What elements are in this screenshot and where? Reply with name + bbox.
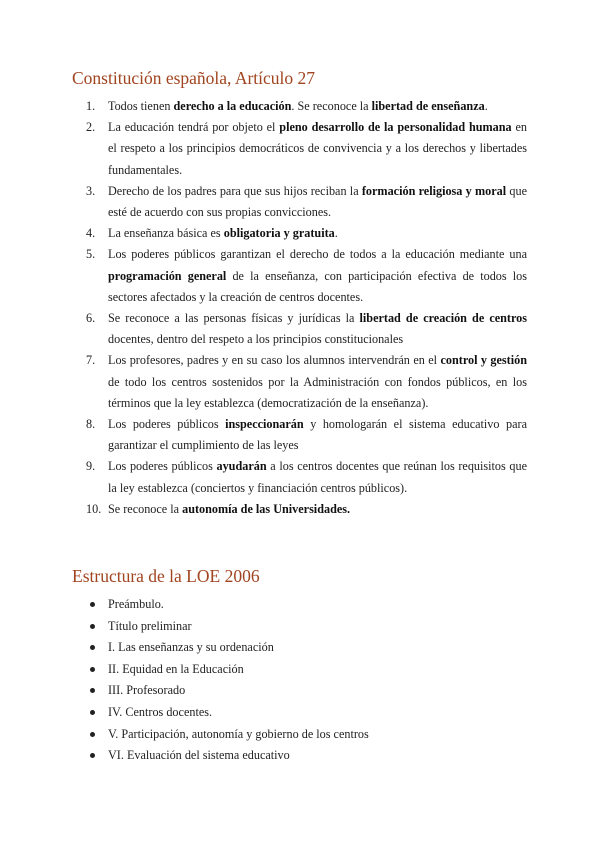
bullet-icon [90, 753, 95, 758]
bullet-icon [90, 667, 95, 672]
list-item [86, 414, 527, 456]
list-number: 5. [86, 247, 96, 262]
text-run: docentes, dentro del respeto a los principios constitucionales [108, 332, 404, 347]
bold-term: autonomía de las Universidades. [182, 501, 351, 516]
article-27-list [86, 96, 527, 520]
text-run: Los poderes públicos [108, 459, 217, 474]
bullet-icon [90, 688, 95, 693]
list-number: 8. [86, 417, 96, 432]
list-item [90, 745, 369, 767]
bold-term: libertad de creación de centros [359, 311, 528, 326]
text-run: a los centros docentes que reúnan los requisitos que la ley establezca (conciertos y financiación centros públicos). [108, 459, 528, 495]
bullet-icon [90, 602, 95, 607]
text-run: . [484, 99, 488, 113]
list-number: 10. [86, 501, 102, 516]
text-run: de todo los centros sostenidos por la Administración con fondos públicos, en los términos que la ley establezca (democratización de la enseñanza). [108, 374, 527, 410]
bold-term: pleno desarrollo de la personalidad humana [279, 120, 512, 135]
list-item [90, 594, 369, 616]
bold-term: inspeccionarán [225, 417, 304, 432]
list-item [86, 350, 527, 414]
list-number: 7. [86, 353, 96, 368]
bullet-icon [90, 645, 95, 650]
text-run: La educación tendrá por objeto el [108, 120, 280, 135]
bold-term: derecho a la educación [173, 99, 292, 113]
list-item [90, 659, 369, 681]
list-item [86, 181, 527, 223]
list-item-text: III. Profesorado [108, 683, 186, 698]
list-number: 2. [86, 120, 96, 135]
list-item [90, 702, 369, 724]
list-item [86, 96, 527, 117]
loe-structure-list [90, 594, 369, 767]
text-run: Se reconoce la [108, 501, 183, 516]
list-item-text: Título preliminar [108, 618, 192, 633]
list-item [86, 117, 527, 181]
list-item-text: Preámbulo. [108, 597, 164, 611]
list-item-text: VI. Evaluación del sistema educativo [108, 748, 290, 763]
list-item-text: IV. Centros docentes. [108, 704, 213, 719]
section-title-constitution: Constitución española, Artículo 27 [72, 68, 316, 88]
list-item-text: V. Participación, autonomía y gobierno de los centros [108, 726, 369, 741]
text-run: que esté de acuerdo con sus propias convicciones. [108, 183, 527, 220]
list-number: 4. [86, 226, 96, 241]
text-run: Se reconoce a las personas físicas y jurídicas la [108, 311, 360, 326]
bold-term: ayudarán [216, 459, 267, 474]
text-run: . [334, 226, 338, 241]
bullet-icon [90, 732, 95, 737]
text-run: Los profesores, padres y en su caso los alumnos intervendrán en el [108, 353, 441, 368]
list-item-text: I. Las enseñanzas y su ordenación [108, 640, 274, 655]
text-run: Todos tienen [108, 99, 174, 113]
text-run: La enseñanza básica es [108, 226, 224, 241]
list-item-text: II. Equidad en la Educación [108, 661, 244, 676]
text-run: Los poderes públicos garantizan el derecho de todos a la educación mediante una [108, 247, 527, 262]
list-number: 6. [86, 311, 96, 326]
list-item [86, 223, 527, 244]
bold-term: obligatoria y gratuita [223, 226, 335, 241]
bullet-icon [90, 710, 95, 715]
text-run: y homologarán el sistema educativo para garantizar el cumplimiento de las leyes [108, 417, 527, 453]
bold-term: libertad de enseñanza [371, 99, 485, 113]
list-number: 9. [86, 459, 96, 474]
list-item [90, 680, 369, 702]
list-number: 1. [86, 99, 96, 113]
bold-term: control y gestión [440, 353, 527, 368]
bullet-icon [90, 624, 95, 629]
list-number: 3. [86, 183, 96, 198]
text-run: Derecho de los padres para que sus hijos reciban la [108, 183, 362, 198]
text-run: de la enseñanza, con participación efectiva de todos los sectores afectados y la creación de centros docentes. [108, 268, 528, 304]
bold-term: formación religiosa y moral [361, 183, 507, 198]
list-item [90, 616, 369, 638]
text-run: en el respeto a los principios democráticos de convivencia y a los derechos y libertades fundamentales. [108, 120, 527, 177]
list-item [86, 456, 527, 498]
list-item [90, 637, 369, 659]
list-item [86, 499, 527, 520]
section-title-loe: Estructura de la LOE 2006 [72, 566, 260, 586]
text-run: . Se reconoce la [291, 99, 372, 113]
list-item [90, 724, 369, 746]
bold-term: programación general [108, 268, 227, 283]
list-item [86, 244, 527, 308]
list-item [86, 308, 527, 350]
text-run: Los poderes públicos [108, 417, 226, 432]
